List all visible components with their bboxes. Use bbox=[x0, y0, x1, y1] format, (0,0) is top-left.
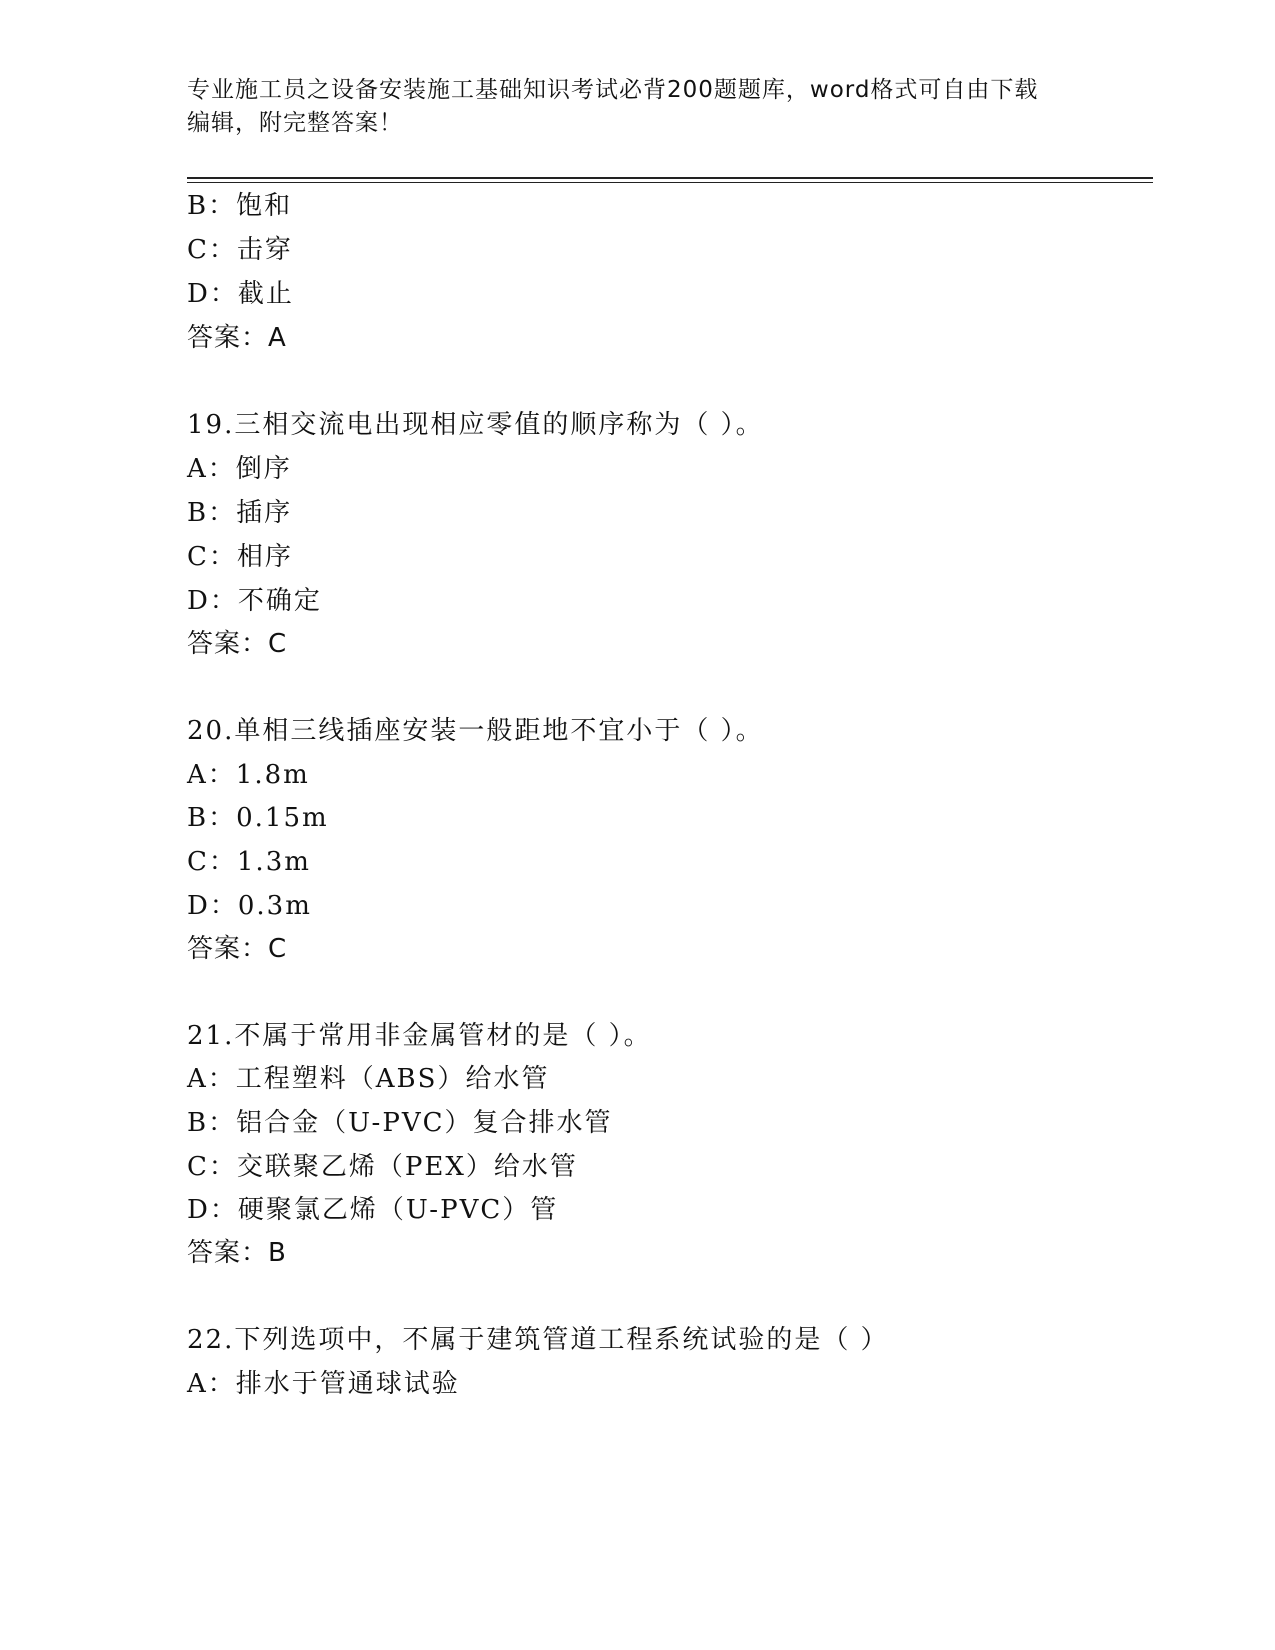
answer: 答案：B bbox=[187, 1238, 287, 1268]
option-d: D：截止 bbox=[187, 279, 294, 309]
option-b: B：插序 bbox=[187, 498, 293, 528]
option-c: C：交联聚乙烯（PEX）给水管 bbox=[187, 1152, 578, 1182]
option-d: D：不确定 bbox=[187, 586, 322, 616]
option-c: C：击穿 bbox=[187, 235, 293, 265]
option-a: A：排水于管通球试验 bbox=[187, 1369, 460, 1399]
question-text: 20.单相三线插座安装一般距地不宜小于（ ）。 bbox=[187, 716, 764, 746]
document-header bbox=[187, 74, 1087, 140]
answer: 答案：A bbox=[187, 323, 287, 353]
header-divider-thin bbox=[187, 182, 1153, 183]
header-title-line-1: 专业施工员之设备安装施工基础知识考试必背200题题库，word格式可自由下载 bbox=[187, 77, 1039, 103]
option-c: C：1.3m bbox=[187, 847, 311, 877]
answer: 答案：C bbox=[187, 934, 288, 964]
question-text: 22.下列选项中，不属于建筑管道工程系统试验的是（ ） bbox=[187, 1325, 889, 1355]
option-a: A：1.8m bbox=[187, 760, 310, 790]
option-b: B：饱和 bbox=[187, 191, 293, 221]
option-b: B：铝合金（U-PVC）复合排水管 bbox=[187, 1108, 613, 1138]
question-text: 19.三相交流电出现相应零值的顺序称为（ ）。 bbox=[187, 410, 764, 440]
option-a: A：倒序 bbox=[187, 454, 292, 484]
option-a: A：工程塑料（ABS）给水管 bbox=[187, 1064, 550, 1094]
header-title-line-2: 编辑，附完整答案！ bbox=[187, 110, 403, 136]
question-text: 21.不属于常用非金属管材的是（ ）。 bbox=[187, 1021, 652, 1051]
option-d: D：0.3m bbox=[187, 891, 312, 921]
answer: 答案：C bbox=[187, 629, 288, 659]
option-d: D：硬聚氯乙烯（U-PVC）管 bbox=[187, 1195, 559, 1225]
option-b: B：0.15m bbox=[187, 803, 329, 833]
header-divider-thick bbox=[187, 177, 1153, 179]
option-c: C：相序 bbox=[187, 542, 293, 572]
